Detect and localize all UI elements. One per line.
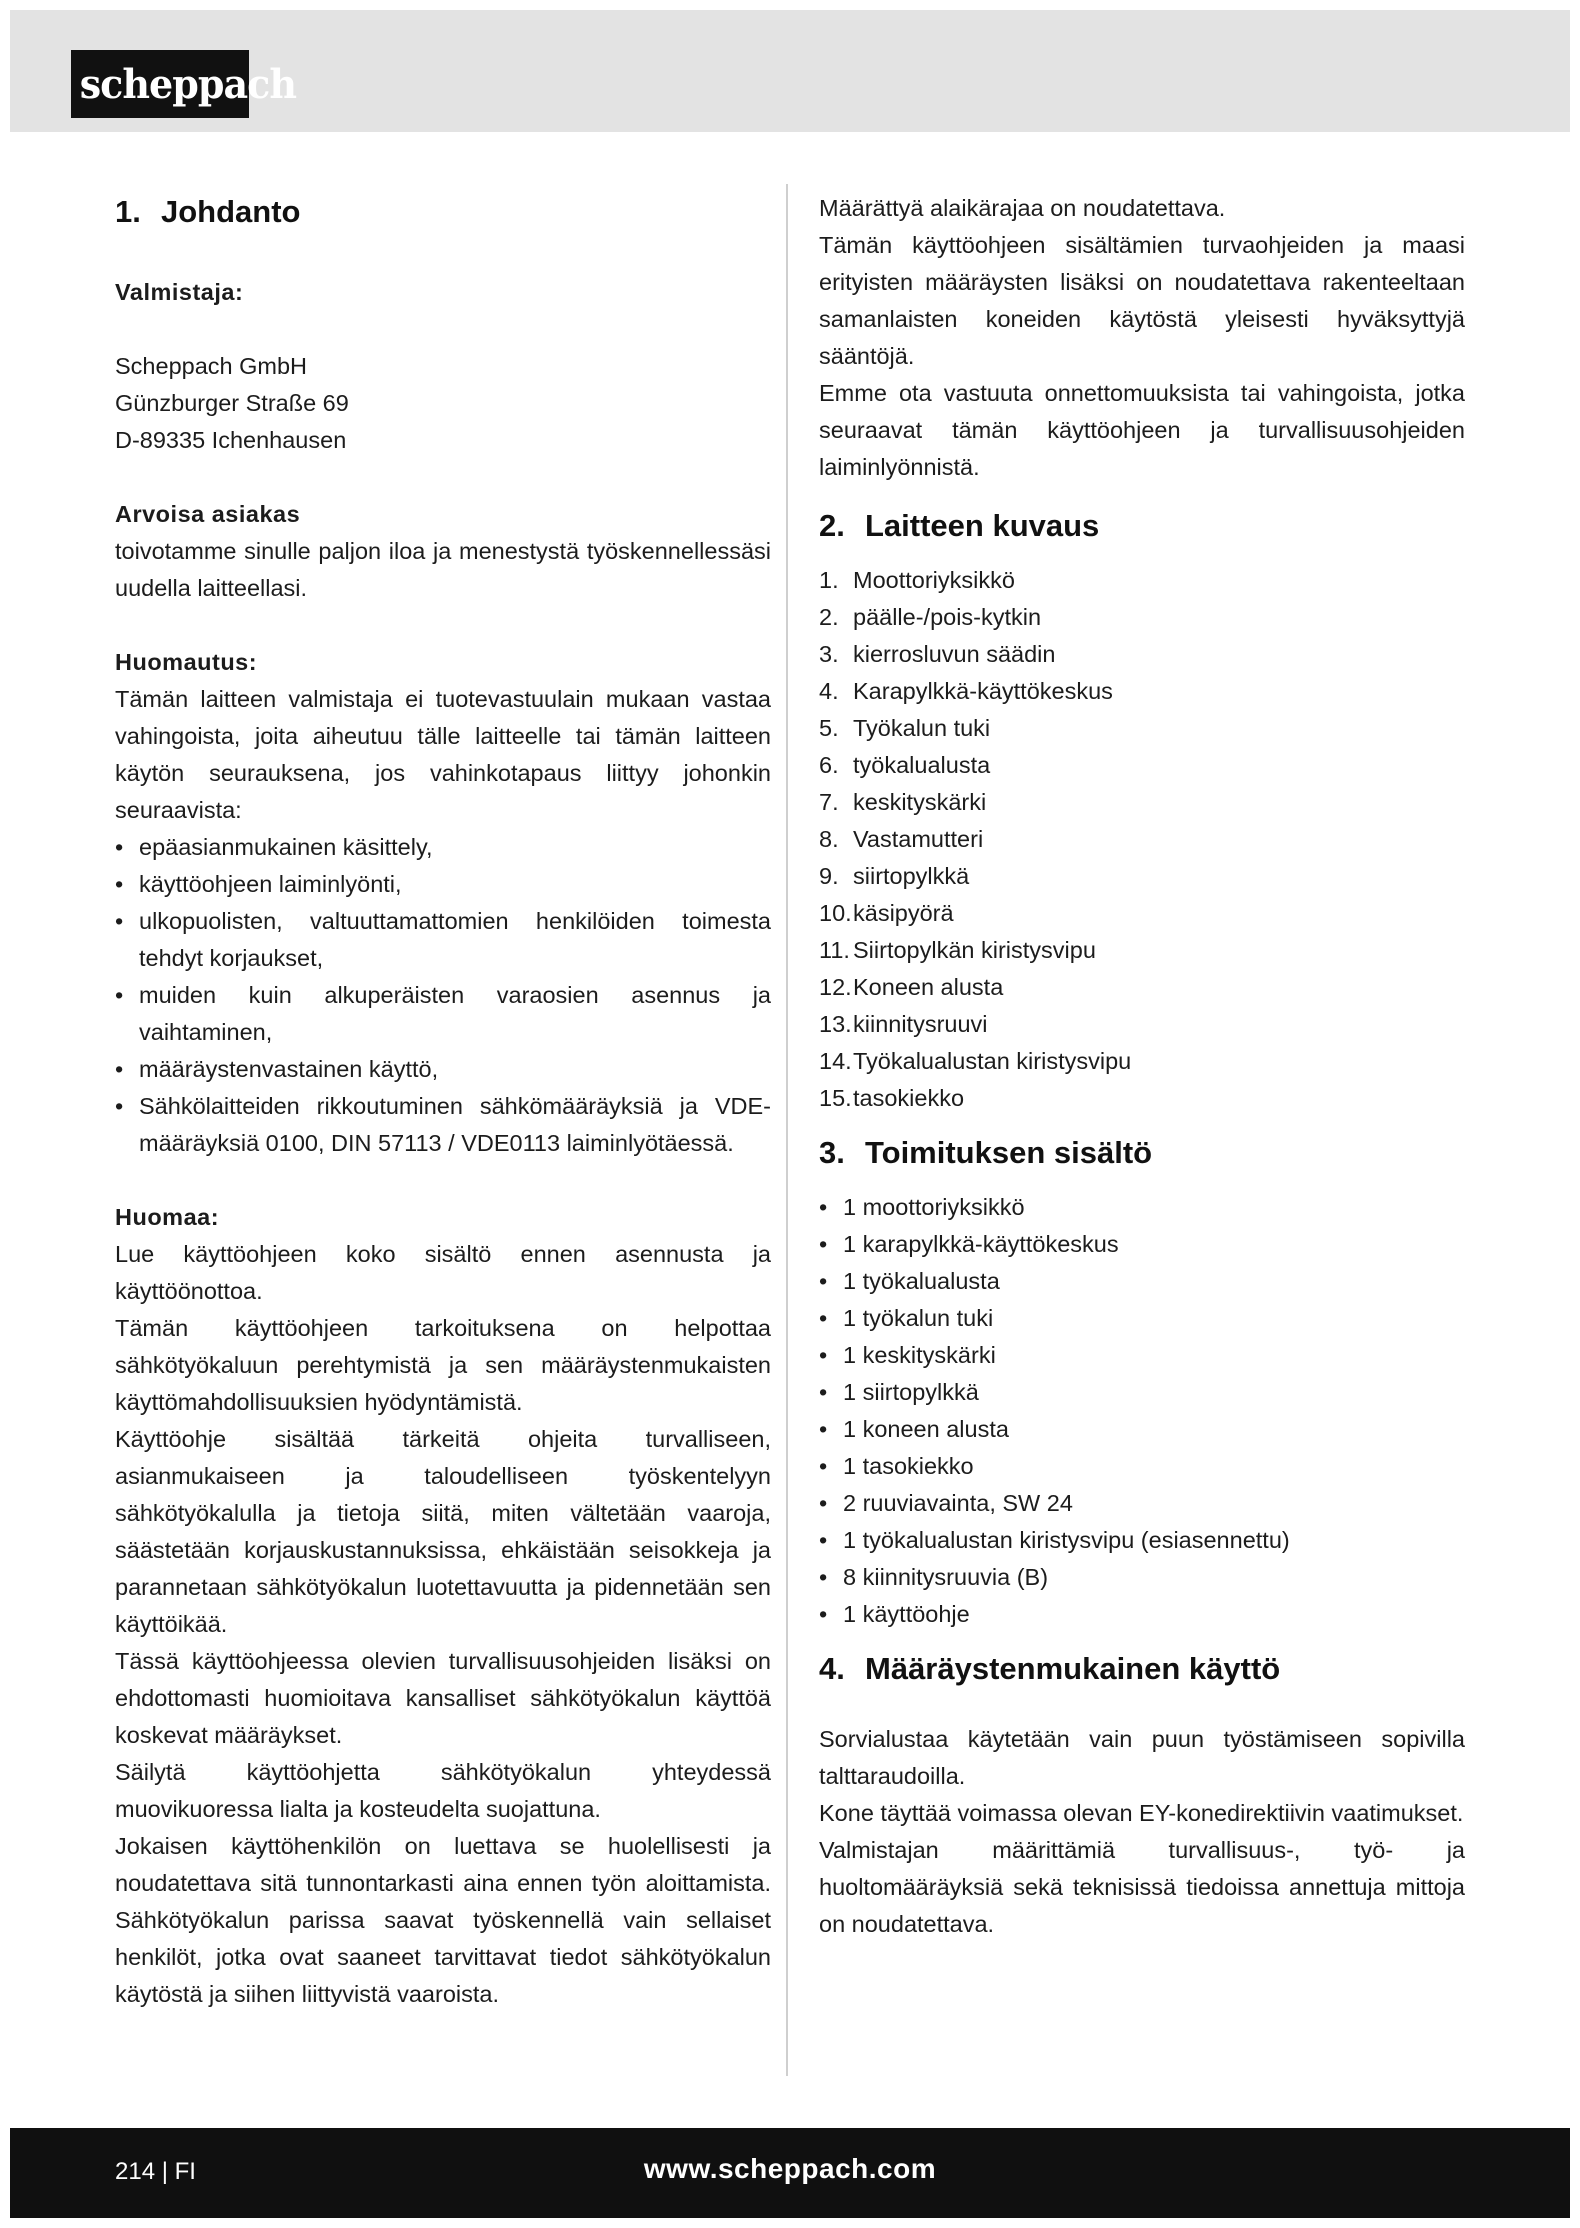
paragraph: Kone täyttää voimassa olevan EY-konedirektiivin vaatimukset. <box>819 1800 1464 1826</box>
part-list-item <box>819 969 1465 1006</box>
part-label: siirtopylkkä <box>853 863 970 889</box>
part-number: 15. <box>819 1085 852 1111</box>
paragraph: Sorvialustaa käytetään vain puun työstämiseen sopivilla talttaraudoilla. <box>819 1726 1465 1789</box>
part-number: 2. <box>819 604 839 630</box>
website-link[interactable]: www.scheppach.com <box>643 2153 937 2184</box>
part-label: kierrosluvun säädin <box>853 641 1056 667</box>
part-list-item <box>819 821 1465 858</box>
part-number: 11. <box>819 937 850 963</box>
part-label: keskityskärki <box>853 789 987 815</box>
part-label: päälle-/pois-kytkin <box>853 604 1042 630</box>
part-number: 12. <box>819 974 852 1000</box>
part-label: käsipyörä <box>853 900 954 926</box>
part-number: 1. <box>819 567 839 593</box>
list-item: • muiden kuin alkuperäisten varaosien asennus ja vaihtaminen, <box>115 977 771 1051</box>
delivery-list <box>819 1189 1465 1633</box>
note-list <box>115 829 771 1162</box>
part-list-item <box>819 784 1465 821</box>
delivery-item: • 1 moottoriyksikkö <box>819 1189 1465 1226</box>
section-title-intended-use: 4. Määräystenmukainen käyttö <box>819 1651 1281 1686</box>
part-label: kiinnitysruuvi <box>853 1011 988 1037</box>
list-item: • epäasianmukainen käsittely, <box>115 829 771 866</box>
list-item: • ulkopuolisten, valtuuttamattomien henkilöiden toimesta tehdyt korjaukset, <box>115 903 771 977</box>
greeting-text: toivotamme sinulle paljon iloa ja menestystä työskennellessäsi uudella laitteellasi. <box>115 538 771 601</box>
part-number: 8. <box>819 826 839 852</box>
section-title-delivery: 3. Toimituksen sisältö <box>819 1135 1153 1170</box>
column-divider <box>786 184 788 2076</box>
delivery-item: • 8 kiinnitysruuvia (B) <box>819 1559 1465 1596</box>
address-line: Günzburger Straße 69 <box>115 390 349 416</box>
part-label: Koneen alusta <box>853 974 1004 1000</box>
part-number: 4. <box>819 678 839 704</box>
address-line: D-89335 Ichenhausen <box>115 427 347 453</box>
part-number: 13. <box>819 1011 852 1037</box>
paragraph: Määrättyä alaikärajaa on noudatettava. <box>819 195 1226 221</box>
delivery-item: • 1 työkalualusta <box>819 1263 1465 1300</box>
page-number: 214 <box>115 2158 156 2185</box>
part-list-item <box>819 1080 1465 1117</box>
part-list-item <box>819 1043 1465 1080</box>
paragraph: Jokaisen käyttöhenkilön on luettava se huolellisesti ja noudatettava sitä tunnontarkasti aina ennen työn aloittamista. Sähkötyökalun parissa saavat työskennellä vain sellaiset henkilöt, jotka ovat saaneet tarvittavat tiedot sähkötyökalun käytöstä ja siihen liittyvistä vaaroista. <box>115 1833 771 2007</box>
delivery-item: • 1 työkalualustan kiristysvipu (esiasennettu) <box>819 1522 1465 1559</box>
part-list-item <box>819 710 1465 747</box>
right-column <box>819 190 1465 1943</box>
part-label: Siirtopylkän kiristysvipu <box>853 937 1096 963</box>
part-label: Moottoriyksikkö <box>853 567 1015 593</box>
part-list-item <box>819 858 1465 895</box>
part-number: 10. <box>819 900 852 926</box>
note-title: Huomaa: <box>115 1204 220 1230</box>
part-label: Karapylkkä-käyttökeskus <box>853 678 1113 704</box>
part-label: tasokiekko <box>853 1085 965 1111</box>
paragraph: Lue käyttöohjeen koko sisältö ennen asennusta ja käyttöönottoa. <box>115 1241 771 1304</box>
paragraph: Tämän käyttöohjeen sisältämien turvaohjeiden ja maasi erityisten määräysten lisäksi on noudatettava rakenteeltaan samanlaisten koneiden käytöstä yleisesti hyväksyttyjä sääntöjä. <box>819 232 1465 369</box>
list-item: • määräystenvastainen käyttö, <box>115 1051 771 1088</box>
part-list-item <box>819 673 1465 710</box>
header-band <box>10 10 1570 132</box>
list-item: • käyttöohjeen laiminlyönti, <box>115 866 771 903</box>
part-number: 7. <box>819 789 839 815</box>
part-label: Työkalualustan kiristysvipu <box>853 1048 1132 1074</box>
part-number: 9. <box>819 863 839 889</box>
delivery-item: • 1 karapylkkä-käyttökeskus <box>819 1226 1465 1263</box>
delivery-item: • 1 koneen alusta <box>819 1411 1465 1448</box>
part-list-item <box>819 895 1465 932</box>
paragraph: Tämän käyttöohjeen tarkoituksena on helpottaa sähkötyökaluun perehtymistä ja sen määräystenmukaisten käyttömahdollisuuksien hyödyntämistä. <box>115 1315 771 1415</box>
paragraph: Emme ota vastuuta onnettomuuksista tai vahingoista, jotka seuraavat tämän käyttöohjeen ja turvallisuusohjeiden laiminlyönnistä. <box>819 380 1465 480</box>
section-title-description: 2. Laitteen kuvaus <box>819 508 1100 543</box>
delivery-item: • 2 ruuviavainta, SW 24 <box>819 1485 1465 1522</box>
separator: | <box>161 2158 168 2185</box>
paragraph: Säilytä käyttöohjetta sähkötyökalun yhteydessä muovikuoressa lialta ja kosteudelta suojattuna. <box>115 1759 771 1822</box>
part-list-item <box>819 636 1465 673</box>
part-list-item <box>819 562 1465 599</box>
footer-band <box>10 2128 1570 2218</box>
part-list-item <box>819 599 1465 636</box>
left-column <box>115 190 771 2013</box>
part-list-item <box>819 1006 1465 1043</box>
part-label: työkalualusta <box>853 752 991 778</box>
note-text: Tämän laitteen valmistaja ei tuotevastuulain mukaan vastaa vahingoista, joita aiheutuu tälle laitteelle tai tämän laitteen käytön seurauksena, jos vahinkotapaus liittyy johonkin seuraavista: <box>115 686 771 823</box>
part-label: Työkalun tuki <box>853 715 991 741</box>
list-item: • Sähkölaitteiden rikkoutuminen sähkömääräyksiä ja VDE-määräyksiä 0100, DIN 57113 / VDE0113 laiminlyötäessä. <box>115 1088 771 1162</box>
part-number: 5. <box>819 715 839 741</box>
part-number: 6. <box>819 752 839 778</box>
manufacturer-label: Valmistaja: <box>115 279 244 305</box>
paragraph: Tässä käyttöohjeessa olevien turvallisuusohjeiden lisäksi on ehdottomasti huomioitava kansalliset sähkötyökalun käyttöä koskevat määräykset. <box>115 1648 771 1748</box>
part-list-item <box>819 747 1465 784</box>
delivery-item: • 1 keskityskärki <box>819 1337 1465 1374</box>
delivery-item: • 1 työkalun tuki <box>819 1300 1465 1337</box>
part-list-item <box>819 932 1465 969</box>
language-code: FI <box>174 2158 196 2185</box>
note-title: Huomautus: <box>115 649 258 675</box>
paragraph: Valmistajan määrittämiä turvallisuus-, työ- ja huoltomääräyksiä sekä teknisissä tiedoissa annettuja mittoja on noudatettava. <box>819 1837 1465 1937</box>
address-line: Scheppach GmbH <box>115 353 308 379</box>
delivery-item: • 1 käyttöohje <box>819 1596 1465 1633</box>
section-title-intro: 1. Johdanto <box>115 194 301 229</box>
part-number: 3. <box>819 641 839 667</box>
parts-list <box>819 562 1465 1117</box>
paragraph: Käyttöohje sisältää tärkeitä ohjeita turvalliseen, asianmukaiseen ja taloudelliseen työskentelyyn sähkötyökalulla ja tietoja siitä, miten vältetään vaaroja, säästetään korjauskustannuksissa, ehkäistään seisokkeja ja parannetaan sähkötyökalun luotettavuutta ja pidennetään sen käyttöikää. <box>115 1426 771 1637</box>
part-label: Vastamutteri <box>853 826 984 852</box>
greeting-title: Arvoisa asiakas <box>115 501 301 527</box>
delivery-item: • 1 tasokiekko <box>819 1448 1465 1485</box>
scheppach-logo: scheppach <box>71 50 249 118</box>
delivery-item: • 1 siirtopylkkä <box>819 1374 1465 1411</box>
part-number: 14. <box>819 1048 852 1074</box>
